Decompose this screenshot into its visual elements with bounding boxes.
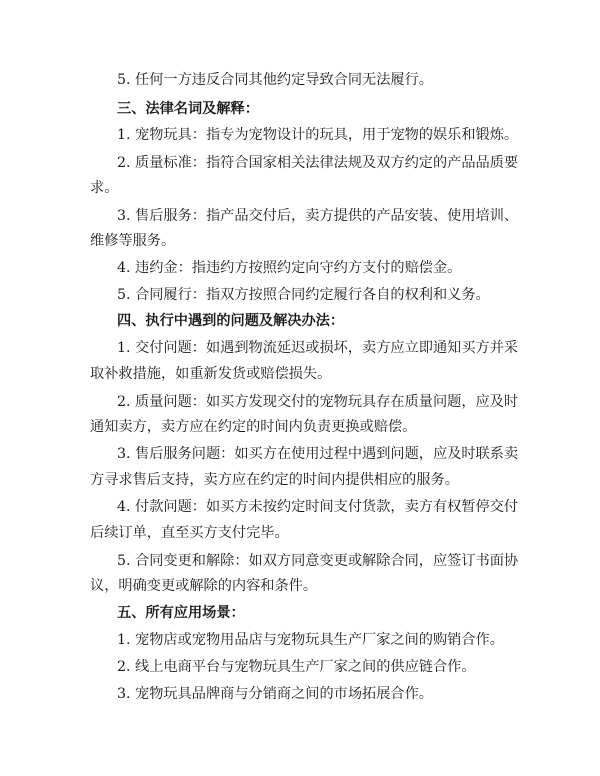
definition-item: 2. 质量标准：指符合国家相关法律法规及双方约定的产品品质要 — [117, 155, 519, 171]
section-heading: 五、所有应用场景： — [117, 605, 245, 621]
clause-item: 5. 任何一方违反合同其他约定导致合同无法履行。 — [117, 72, 433, 88]
section-heading: 四、执行中遇到的问题及解决办法： — [117, 313, 345, 329]
definition-item: 5. 合同履行：指双方按照合同约定履行各自的权利和义务。 — [117, 287, 490, 303]
definition-item: 1. 宠物玩具：指专为宠物设计的玩具，用于宠物的娱乐和锻炼。 — [117, 127, 519, 143]
scenario-item: 2. 线上电商平台与宠物玩具生产厂家之间的供应链合作。 — [117, 659, 476, 675]
problem-item: 4. 付款问题：如买方未按约定时间支付货款，卖方有权暂停交付 — [117, 499, 519, 515]
section-heading: 三、法律名词及解释： — [117, 101, 259, 117]
definition-continuation: 求。 — [90, 180, 119, 196]
problem-continuation: 通知卖方，卖方应在约定的时间内负责更换或赔偿。 — [90, 419, 417, 435]
problem-continuation: 议，明确变更或解除的内容和条件。 — [90, 578, 318, 594]
definition-item: 4. 违约金：指违约方按照约定向守约方支付的赔偿金。 — [117, 260, 462, 276]
problem-item: 2. 质量问题：如买方发现交付的宠物玩具存在质量问题，应及时 — [117, 394, 519, 410]
problem-continuation: 取补救措施，如重新发货或赔偿损失。 — [90, 366, 332, 382]
problem-continuation: 方寻求售后支持，卖方应在约定的时间内提供相应的服务。 — [90, 472, 459, 488]
problem-item: 3. 售后服务问题：如买方在使用过程中遇到问题，应及时联系卖 — [117, 446, 519, 462]
problem-continuation: 后续订单，直至买方支付完毕。 — [90, 525, 289, 541]
definition-continuation: 维修等服务。 — [90, 233, 176, 249]
scenario-item: 3. 宠物玩具品牌商与分销商之间的市场拓展合作。 — [117, 686, 433, 702]
scenario-item: 1. 宠物店或宠物用品店与宠物玩具生产厂家之间的购销合作。 — [117, 632, 504, 648]
definition-item: 3. 售后服务：指产品交付后，卖方提供的产品安装、使用培训、 — [117, 208, 519, 224]
problem-item: 1. 交付问题：如遇到物流延迟或损坏，卖方应立即通知买方并采 — [117, 340, 519, 356]
problem-item: 5. 合同变更和解除：如双方同意变更或解除合同，应签订书面协 — [117, 553, 519, 569]
